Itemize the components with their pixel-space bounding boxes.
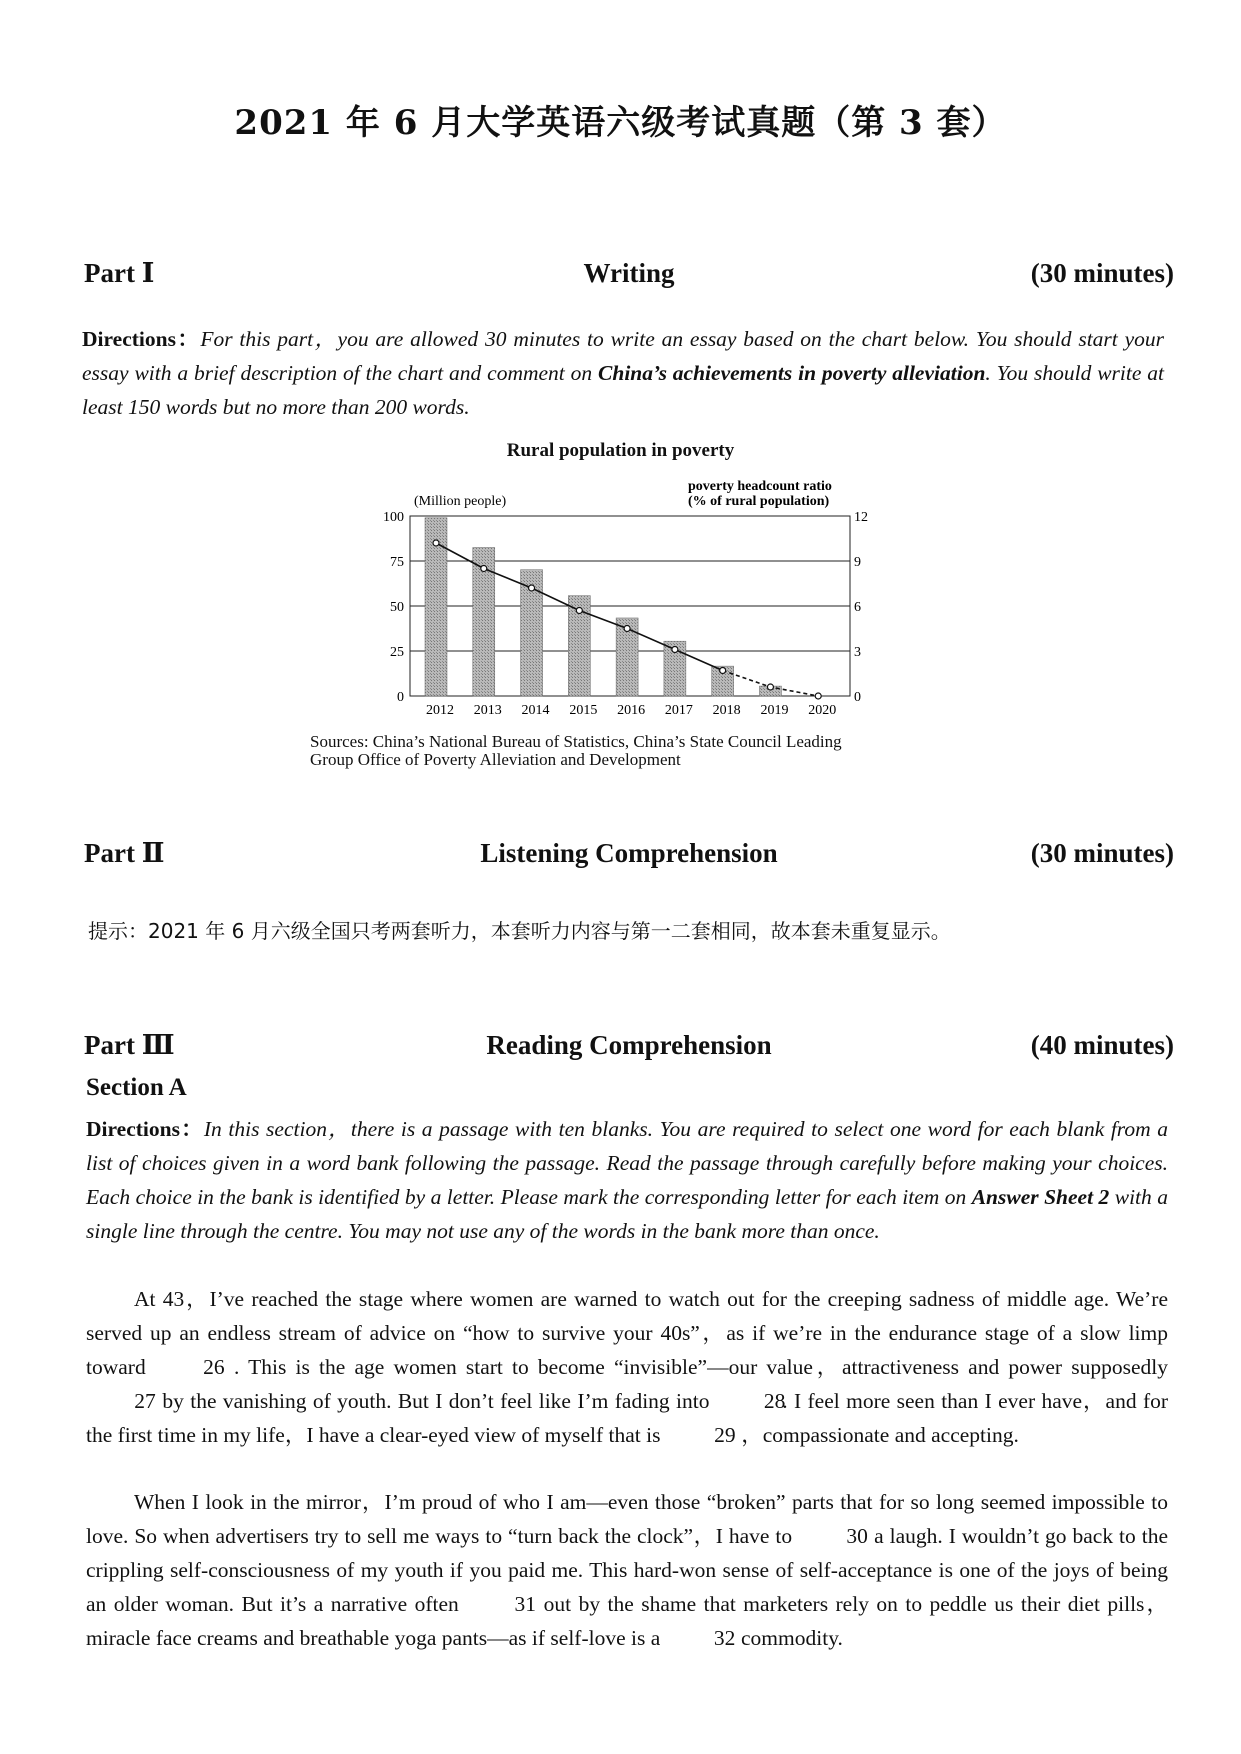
part1-directions (82, 322, 1164, 424)
blank-28: 28 (763, 1389, 786, 1413)
x-tick-label: 2016 (617, 703, 646, 718)
x-tick-label: 2015 (569, 703, 598, 718)
section-a-label: Section A (86, 1074, 187, 1101)
chart-sources (310, 733, 842, 769)
part2-header (84, 838, 1174, 878)
part3-header (84, 1030, 1174, 1070)
left-tick-label: 50 (390, 600, 404, 615)
right-tick-label: 3 (854, 645, 861, 660)
ratio-point (624, 626, 630, 632)
blank-26: 26 (203, 1355, 225, 1379)
passage-text: commodity. (741, 1626, 843, 1650)
ratio-point (433, 540, 439, 546)
blank-30: 30 (846, 1524, 868, 1548)
left-tick-label: 0 (397, 690, 404, 705)
left-tick-label: 100 (383, 510, 404, 525)
part1-label: Part Ⅰ (84, 258, 155, 288)
passage-text: When I look in the mirror，I’m proud of who I am—even those “broken” parts that for so long seemed impossible to love. So when advertisers try to sell me ways to “turn back the clock”，I have to (86, 1490, 1168, 1548)
x-tick-label: 2019 (760, 703, 789, 718)
passage-paragraph-2 (86, 1485, 1168, 1655)
right-tick-label: 9 (854, 555, 861, 570)
blank-32: 32 (713, 1626, 736, 1650)
ratio-point (767, 684, 773, 690)
part2-label: Part Ⅱ (84, 838, 165, 868)
part3-label: Part Ⅲ (84, 1030, 175, 1060)
sources-line1: Sources: China’s National Bureau of Statistics, China’s State Council Leading (310, 732, 842, 751)
ratio-point (672, 647, 678, 653)
ratio-point (815, 693, 821, 699)
page-title: 2021 年 6 月大学英语六级考试真题（第 3 套） (234, 103, 1007, 143)
sources-line2: Group Office of Poverty Alleviation and Development (310, 750, 681, 769)
directions-text-bold: China’s achievements in poverty alleviation (598, 361, 986, 385)
blank-31: 31 (514, 1592, 536, 1616)
left-tick-label: 25 (390, 645, 404, 660)
part3-name: Reading Comprehension (486, 1030, 772, 1060)
directions-text-a: In this section，there is a passage with ten blanks. You are required to select one word for each blank from a list of choices given in a word bank following the passage. Read the passage through carefully before making your choices. Each choice in the bank is identified by a letter. Please mark the corresponding letter for each item on (86, 1117, 1168, 1209)
x-tick-label: 2012 (426, 703, 454, 718)
part1-header (84, 258, 1174, 298)
ratio-point (720, 668, 726, 674)
part1-time: (30 minutes) (1030, 258, 1174, 288)
left-axis-label: (Million people) (414, 494, 507, 509)
passage-text: out by the shame that marketers rely on to peddle us their diet pills，miracle face creams and breathable yoga pants—as if self-love is a (86, 1592, 1168, 1650)
passage-text: ，compassionate and accepting. (741, 1423, 1019, 1447)
directions-text-b: with a single line through the centre. You may not use any of the words in the bank more than once. (86, 1185, 1168, 1243)
passage-paragraph-1 (86, 1282, 1168, 1452)
x-tick-label: 2020 (808, 703, 837, 718)
part2-time: (30 minutes) (1030, 838, 1174, 868)
blank-27: 27 (134, 1389, 156, 1413)
x-tick-label: 2014 (521, 703, 550, 718)
passage-text: by the vanishing of youth. But I don’t feel like I’m fading into (162, 1389, 710, 1413)
directions-text-pre: For this part，you are allowed 30 minutes to write an essay based on the chart below. You should start your essay with a brief description of the chart and comment on (82, 327, 1164, 385)
part3-directions (86, 1112, 1168, 1248)
right-tick-label: 12 (854, 510, 868, 525)
directions-text-bold: Answer Sheet 2 (971, 1185, 1110, 1209)
right-tick-label: 0 (854, 690, 861, 705)
x-tick-label: 2017 (664, 703, 693, 718)
x-tick-label: 2013 (473, 703, 502, 718)
listening-tip: 提示：2021 年 6 月六级全国只考两套听力，本套听力内容与第一二套相同，故本套未重复显示。 (88, 919, 951, 943)
ratio-point (529, 585, 535, 591)
passage-text: a laugh. I wouldn’t go back to the crippling self-consciousness of my youth if you paid me. This hard-won sense of self-acceptance is one of the joys of being an older woman. But it’s a narrative often (86, 1524, 1168, 1616)
passage-text: At 43，I’ve reached the stage where women are warned to watch out for the creeping sadness of middle age. We’re served up an endless stream of advice on “how to survive your 40s”，as if we’re in the endurance stage of a slow limp toward (86, 1287, 1168, 1379)
x-tick-label: 2018 (712, 703, 741, 718)
ratio-point (481, 566, 487, 572)
poverty-chart (380, 470, 880, 720)
part2-name: Listening Comprehension (480, 838, 778, 868)
ratio-point (576, 608, 582, 614)
passage-text: . This is the age women start to become “invisible”—our value，attractiveness and power supposedly (234, 1355, 1168, 1379)
chart-title: Rural population in poverty (506, 440, 735, 461)
directions-text-post: . You should write at least 150 words but no more than 200 words. (82, 361, 1165, 419)
part3-time: (40 minutes) (1030, 1030, 1174, 1060)
part1-name: Writing (583, 258, 675, 288)
right-axis-label-line1: poverty headcount ratio (688, 479, 832, 494)
directions-label: Directions： (82, 327, 201, 351)
right-axis-label-line2: (% of rural population) (688, 494, 830, 509)
left-tick-label: 75 (390, 555, 404, 570)
directions-label: Directions： (86, 1117, 204, 1141)
blank-29: 29 (714, 1423, 736, 1447)
passage-text: . I feel more seen than I ever have，and for the first time in my life，I have a clear-eyed view of myself that is (86, 1389, 1169, 1447)
right-tick-label: 6 (854, 600, 861, 615)
